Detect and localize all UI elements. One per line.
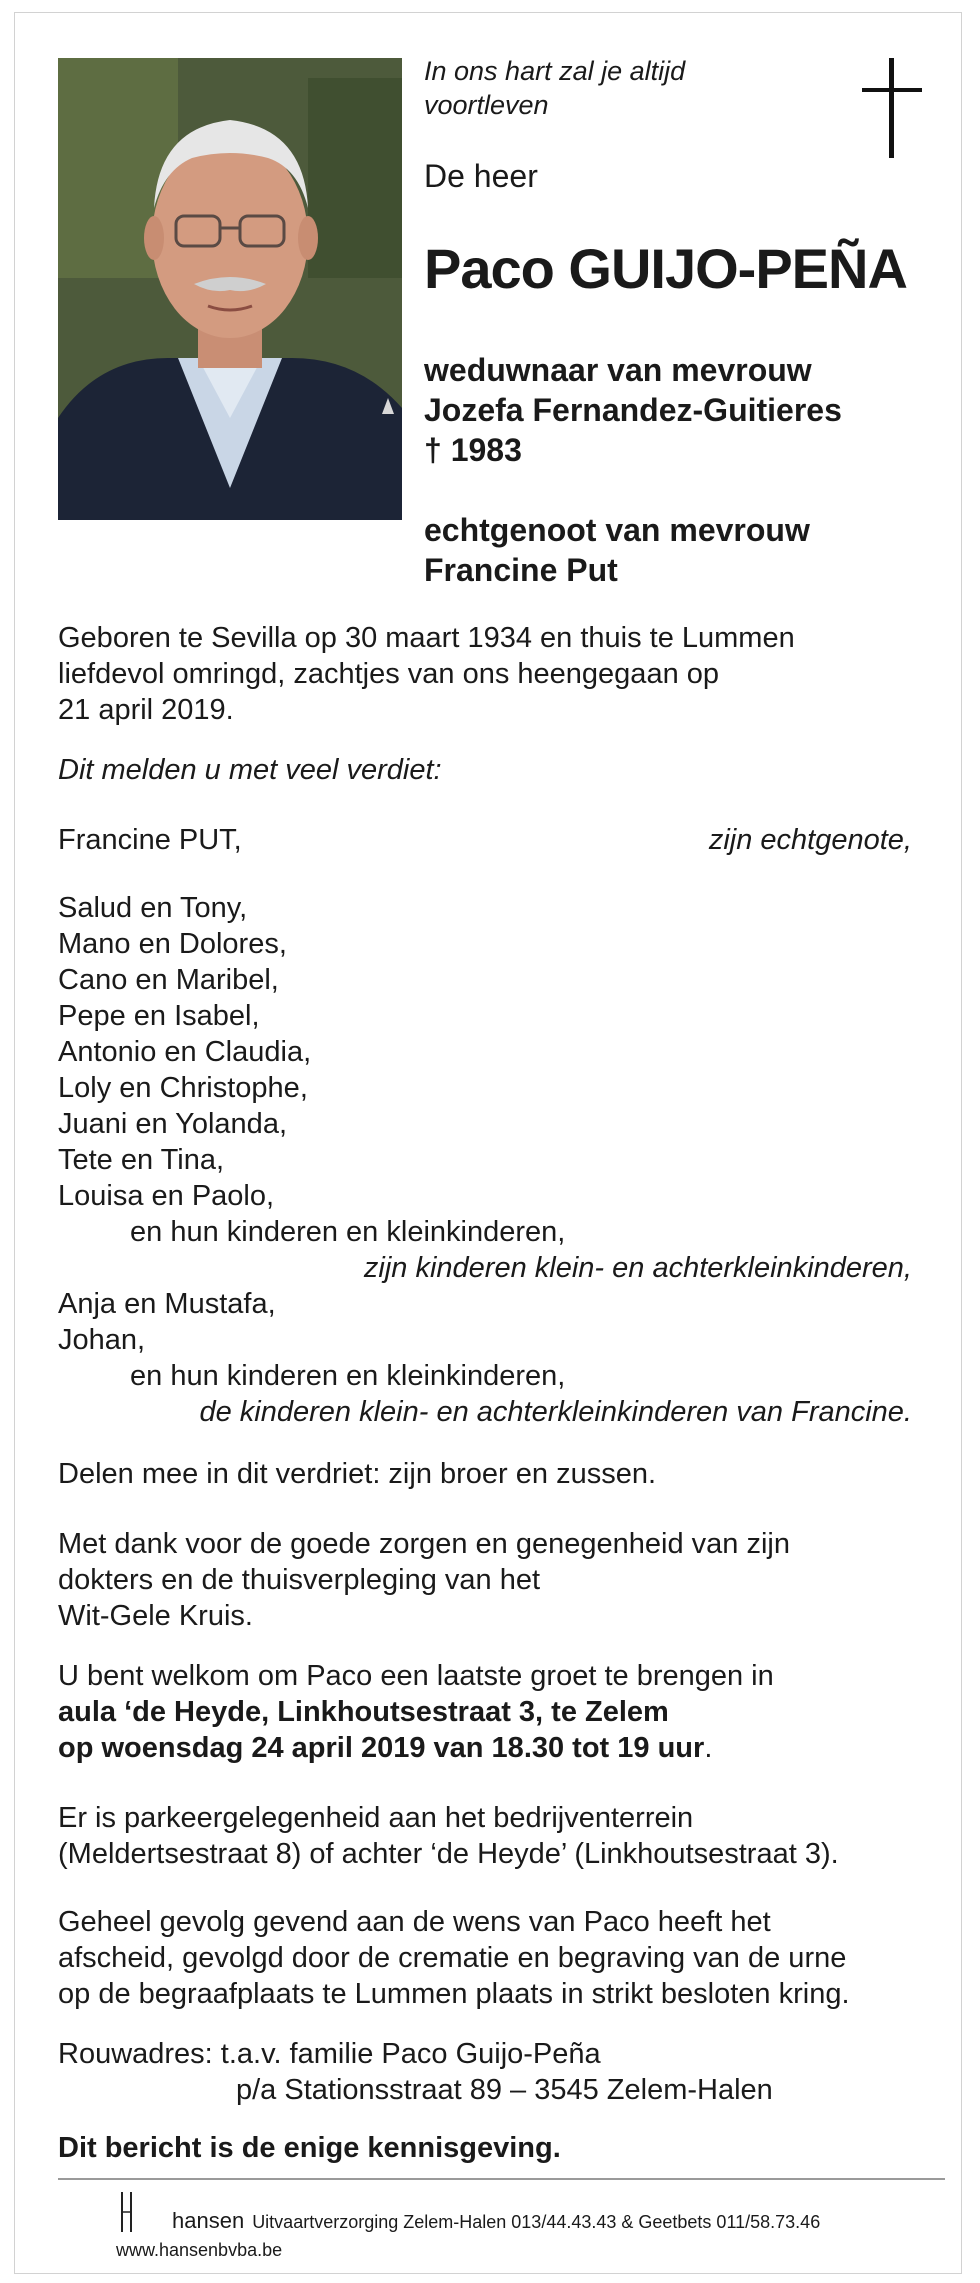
- footer-contact-text: Uitvaartverzorging Zelem-Halen 013/44.43.43 & Geetbets 011/58.73.46: [252, 2212, 821, 2232]
- widower-line: † 1983: [424, 432, 522, 468]
- list-item: Mano en Dolores,: [58, 928, 287, 960]
- visit-period: .: [704, 1732, 713, 1764]
- list-item: Juani en Yolanda,: [58, 1108, 287, 1140]
- farewell-line: op de begraafplaats te Lummen plaats in strikt besloten kring.: [58, 1978, 850, 2010]
- deceased-name: Paco GUIJO-PEÑA: [424, 237, 907, 300]
- wife-name: Francine PUT,: [58, 824, 242, 856]
- spouse-line: Francine Put: [424, 552, 618, 588]
- widower-line: weduwnaar van mevrouw: [424, 352, 812, 388]
- list-item: Johan,: [58, 1324, 146, 1356]
- intro-line: Geboren te Sevilla op 30 maart 1934 en thuis te Lummen: [58, 622, 795, 654]
- wife-role: zijn echtgenote,: [708, 824, 912, 856]
- motto-line: In ons hart zal je altijd: [424, 56, 686, 86]
- motto: [424, 54, 685, 122]
- list-item: Salud en Tony,: [58, 892, 248, 924]
- husband-of: [424, 510, 810, 590]
- farewell-line: Geheel gevolg gevend aan de wens van Paco heeft het: [58, 1906, 771, 1938]
- children-list: [58, 890, 311, 1214]
- stepchildren-grandchildren: en hun kinderen en kleinkinderen,: [130, 1360, 566, 1392]
- address-line: Rouwadres: t.a.v. familie Paco Guijo-Peña: [58, 2038, 601, 2070]
- visit-time: op woensdag 24 april 2019 van 18.30 tot 19 uur: [58, 1732, 705, 1764]
- list-item: Cano en Maribel,: [58, 964, 279, 996]
- intro-line: liefdevol omringd, zachtjes van ons heengegaan op: [58, 658, 720, 690]
- parking-line: (Meldertsestraat 8) of achter ‘de Heyde’ (Linkhoutsestraat 3).: [58, 1838, 839, 1870]
- address-line: p/a Stationsstraat 89 – 3545 Zelem-Halen: [236, 2074, 773, 2106]
- portrait-photo: [58, 58, 402, 520]
- motto-line: voortleven: [424, 90, 549, 120]
- thanks-line: Met dank voor de goede zorgen en genegenheid van zijn: [58, 1528, 790, 1560]
- footer-divider: [58, 2178, 945, 2180]
- parking-line: Er is parkeergelegenheid aan het bedrijventerrein: [58, 1802, 694, 1834]
- visit-time-row: [58, 1730, 712, 1766]
- thanks-line: dokters en de thuisverpleging van het: [58, 1564, 541, 1596]
- visit-line: U bent welkom om Paco een laatste groet te brengen in: [58, 1660, 774, 1692]
- list-item: Pepe en Isabel,: [58, 1000, 260, 1032]
- list-item: Loly en Christophe,: [58, 1072, 308, 1104]
- list-item: Anja en Mustafa,: [58, 1288, 276, 1320]
- honorific: De heer: [424, 158, 538, 194]
- widower-of: [424, 350, 842, 470]
- footer-url: www.hansenbvba.be: [116, 2240, 283, 2260]
- siblings-line: Delen mee in dit verdriet: zijn broer en zussen.: [58, 1458, 657, 1490]
- notice: Dit bericht is de enige kennisgeving.: [58, 2132, 561, 2164]
- footer-logo-text: hansen: [172, 2208, 245, 2233]
- stepchildren-role: de kinderen klein- en achterkleinkinderen van Francine.: [199, 1396, 912, 1428]
- cross-icon: [862, 58, 922, 158]
- list-item: Louisa en Paolo,: [58, 1180, 275, 1212]
- children-grandchildren: en hun kinderen en kleinkinderen,: [130, 1216, 566, 1248]
- spouse-line: echtgenoot van mevrouw: [424, 512, 810, 548]
- intro-line: 21 april 2019.: [58, 694, 234, 726]
- footer-contact: [172, 2208, 820, 2234]
- list-item: Antonio en Claudia,: [58, 1036, 312, 1068]
- thanks-line: Wit-Gele Kruis.: [58, 1600, 253, 1632]
- list-item: Tete en Tina,: [58, 1144, 225, 1176]
- widower-line: Jozefa Fernandez-Guitieres: [424, 392, 842, 428]
- farewell-line: afscheid, gevolgd door de crematie en begraving van de urne: [58, 1942, 847, 1974]
- visit-location: aula ‘de Heyde, Linkhoutsestraat 3, te Zelem: [58, 1696, 669, 1728]
- children-role: zijn kinderen klein- en achterkleinkinderen,: [363, 1252, 912, 1284]
- announcement: Dit melden u met veel verdiet:: [58, 754, 442, 786]
